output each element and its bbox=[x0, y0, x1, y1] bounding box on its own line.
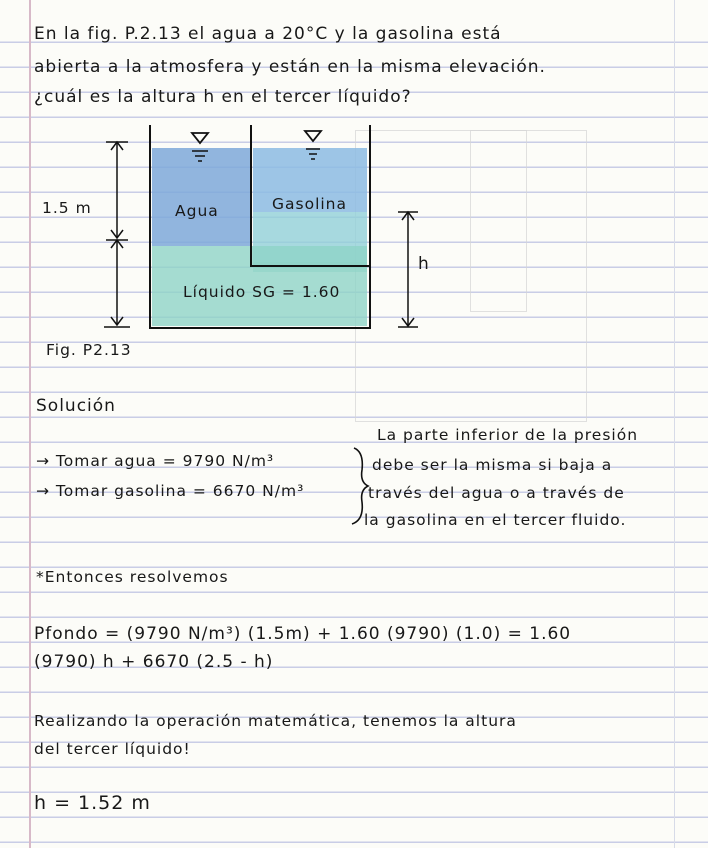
dimension-lower-left bbox=[104, 240, 130, 327]
note-line-4: la gasolina en el tercer fluido. bbox=[364, 511, 627, 529]
perform-line-2: del tercer líquido! bbox=[34, 740, 191, 758]
answer: h = 1.52 m bbox=[34, 792, 151, 814]
problem-line-2: abierta a la atmosfera y están en la misma elevación. bbox=[34, 57, 546, 77]
dimension-1-5m bbox=[106, 142, 128, 240]
note-line-1: La parte inferior de la presión bbox=[377, 426, 639, 444]
equation-line-1: Pfondo = (9790 N/m³) (1.5m) + 1.60 (9790) (1.0) = 1.60 bbox=[34, 624, 572, 644]
problem-line-1: En la fig. P.2.13 el agua a 20°C y la gasolina está bbox=[34, 24, 502, 44]
label-h: h bbox=[418, 254, 430, 274]
label-liquid: Líquido SG = 1.60 bbox=[183, 283, 341, 301]
solution-heading: Solución bbox=[36, 396, 116, 416]
take-gasoline: → Tomar gasolina = 6670 N/m³ bbox=[36, 482, 305, 500]
take-water: → Tomar agua = 9790 N/m³ bbox=[36, 452, 275, 470]
note-line-3: través del agua o a través de bbox=[368, 484, 625, 502]
label-gasoline: Gasolina bbox=[272, 195, 348, 213]
equation-line-2: (9790) h + 6670 (2.5 - h) bbox=[34, 652, 274, 672]
problem-line-3: ¿cuál es la altura h en el tercer líquido? bbox=[34, 87, 412, 107]
label-water: Agua bbox=[175, 202, 219, 220]
figure-caption: Fig. P2.13 bbox=[46, 341, 132, 359]
water-region bbox=[152, 148, 251, 246]
label-height-left: 1.5 m bbox=[42, 199, 92, 217]
perform-line-1: Realizando la operación matemática, tenemos la altura bbox=[34, 712, 517, 730]
note-line-2: debe ser la misma si baja a bbox=[372, 456, 613, 474]
dimension-h bbox=[398, 212, 418, 327]
then-solve: *Entonces resolvemos bbox=[36, 568, 229, 586]
